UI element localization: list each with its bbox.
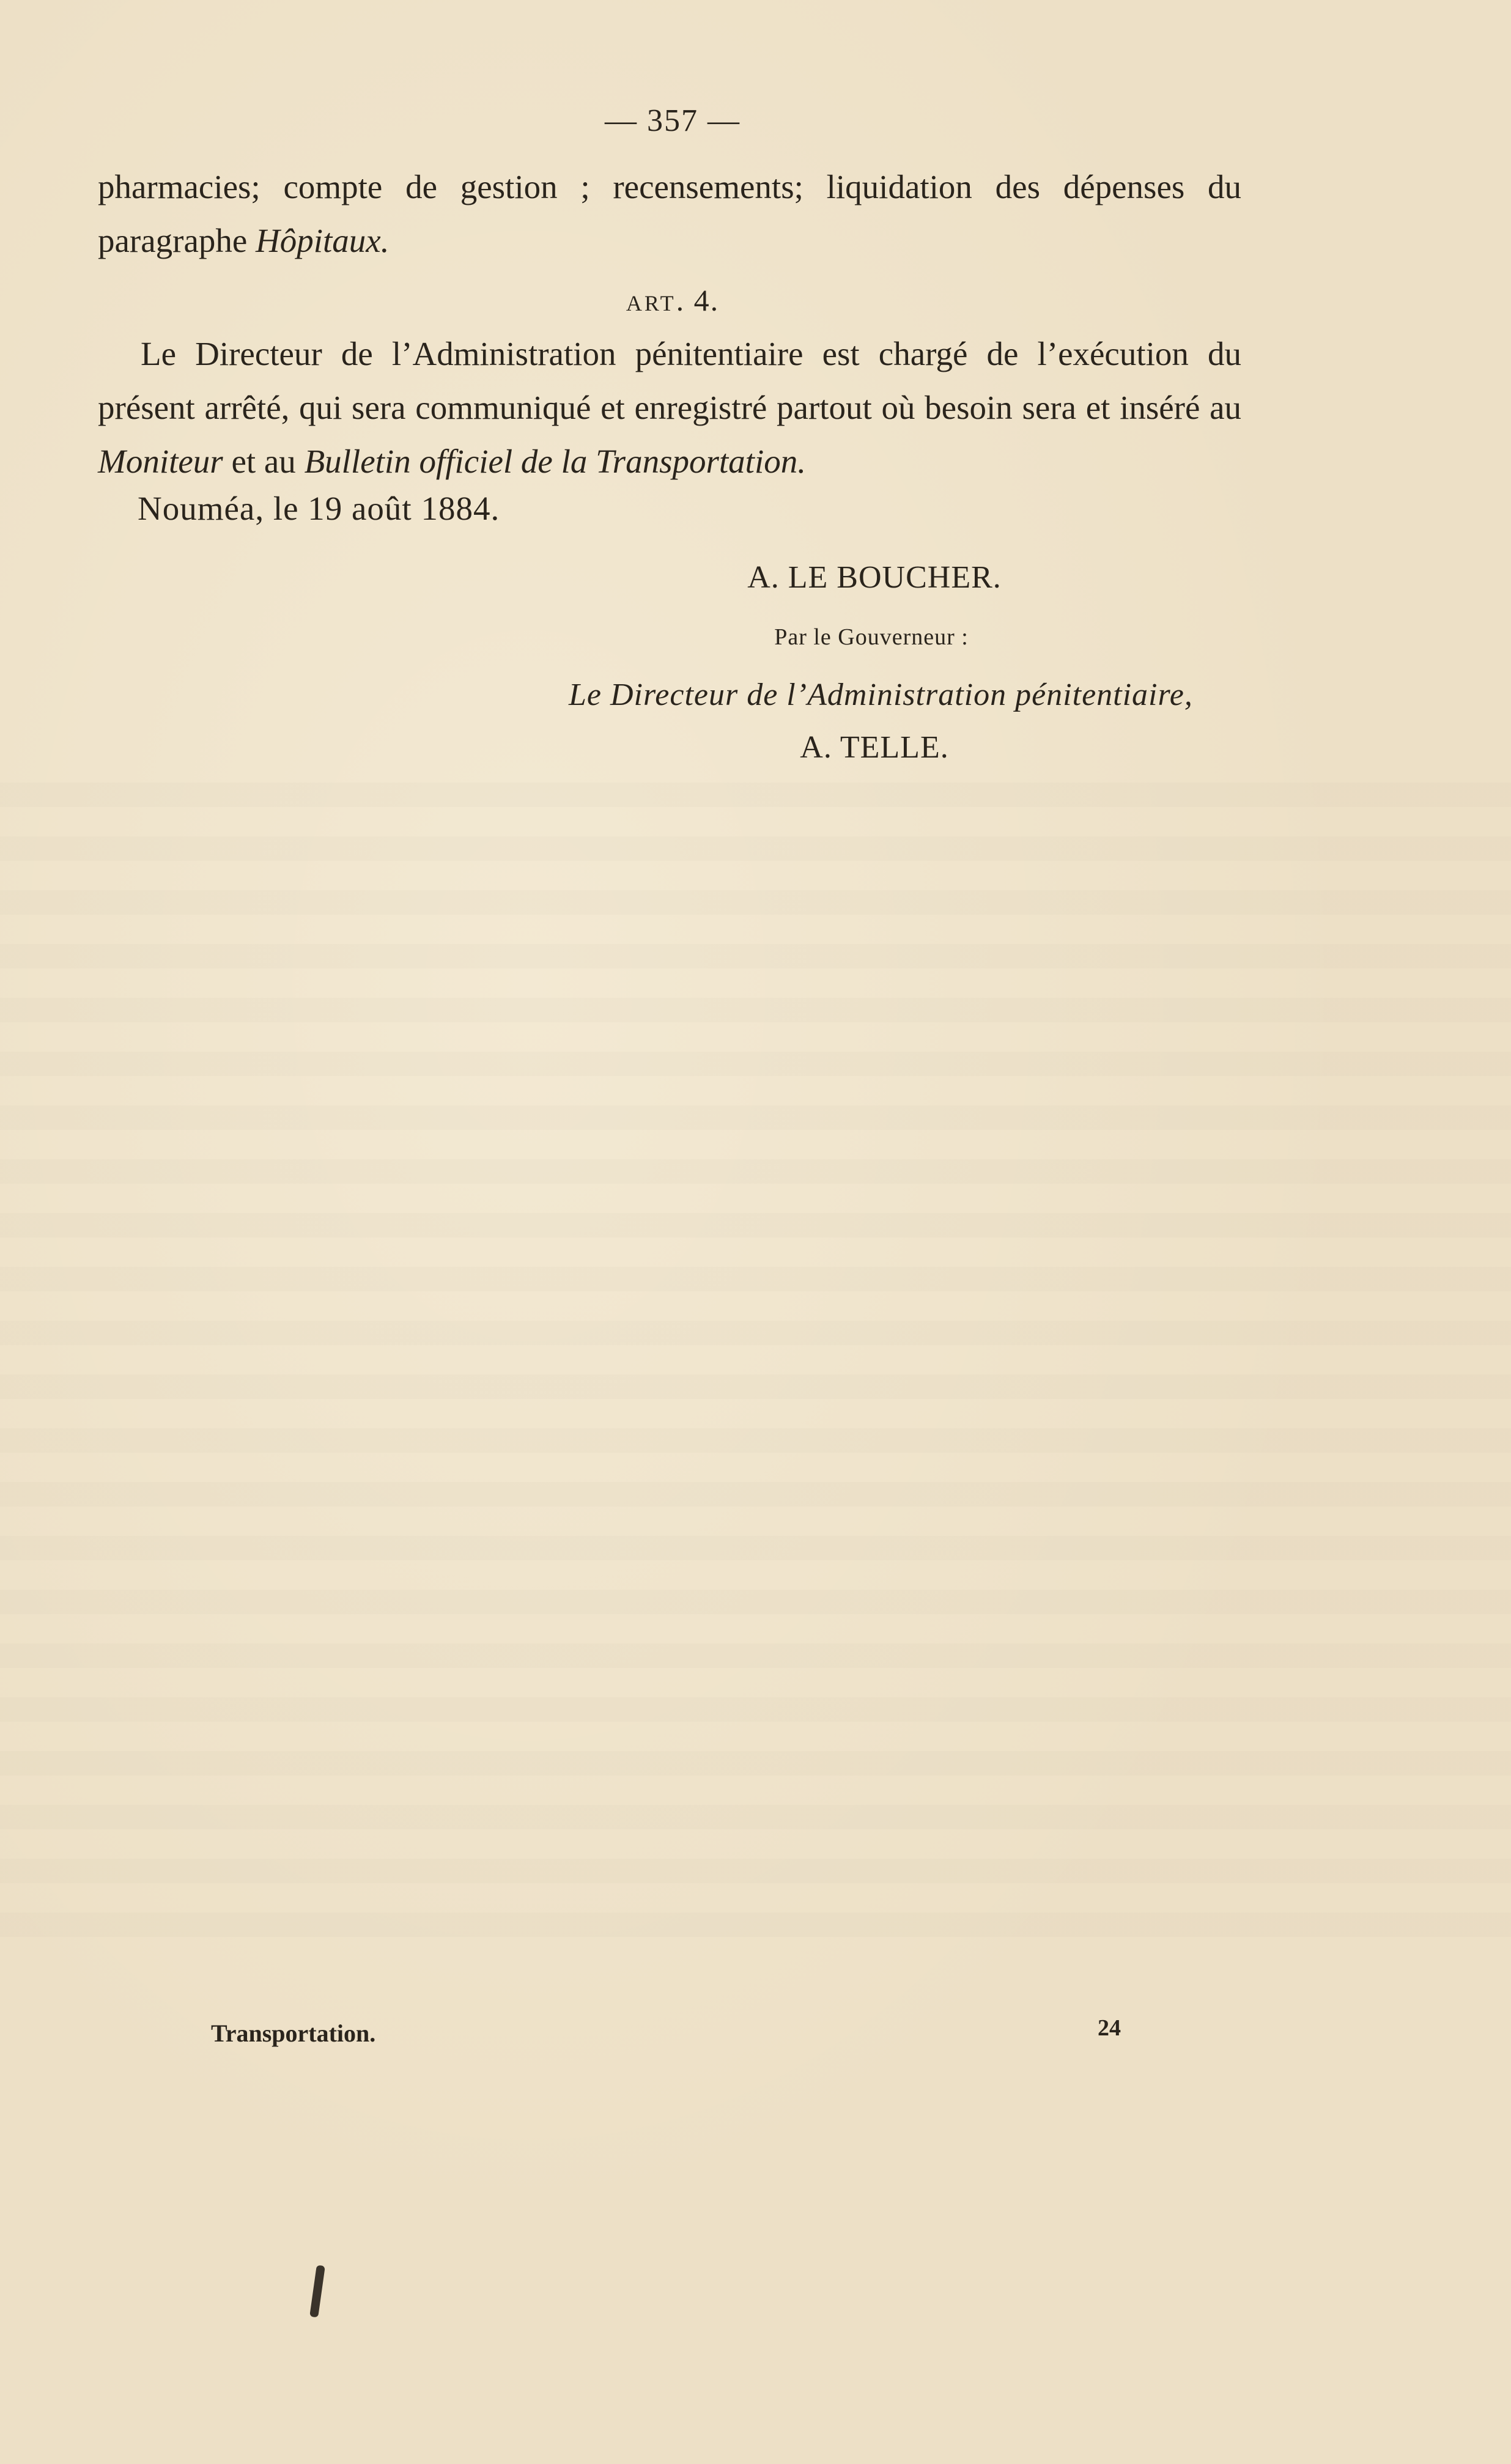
- dateline: Nouméa, le 19 août 1884.: [138, 490, 500, 527]
- moniteur-italic: Moniteur: [98, 443, 223, 480]
- article-number: . 4.: [676, 283, 720, 317]
- director-title: Le Directeur de l’Administration pénitentiaire,: [569, 677, 1193, 712]
- bulletin-italic: Bulletin officiel de la Transportation.: [304, 443, 806, 480]
- show-through-texture: [0, 783, 1511, 1944]
- par-le-gouverneur: Par le Gouverneur :: [774, 624, 969, 650]
- footer-signature-mark: Transportation.: [211, 2020, 376, 2047]
- paragraph-text: Le Directeur de l’Administration pénitentiaire est chargé de l’exécution du présent arrêté, qui sera communiqué et enregistré partout où besoin sera et inséré au: [98, 335, 1241, 426]
- paragraph-italic-text: Hôpitaux.: [256, 222, 390, 259]
- footer-sheet-number: 24: [1098, 2015, 1121, 2041]
- paragraph-text: pharmacies; compte de gestion ; recensements; liquidation des dépenses du paragraphe: [98, 168, 1241, 259]
- paragraph-continuation: [98, 160, 1241, 268]
- ink-stroke-mark: [309, 2265, 325, 2317]
- article-prefix: ART: [626, 291, 676, 315]
- signature-governor: A. LE BOUCHER.: [747, 560, 1002, 595]
- page-number: — 357 —: [605, 103, 741, 138]
- signature-director: A. TELLE.: [800, 730, 949, 765]
- article-heading: [0, 282, 1345, 318]
- paragraph-text-conjunction: et au: [223, 443, 305, 480]
- article-paragraph: [98, 327, 1241, 489]
